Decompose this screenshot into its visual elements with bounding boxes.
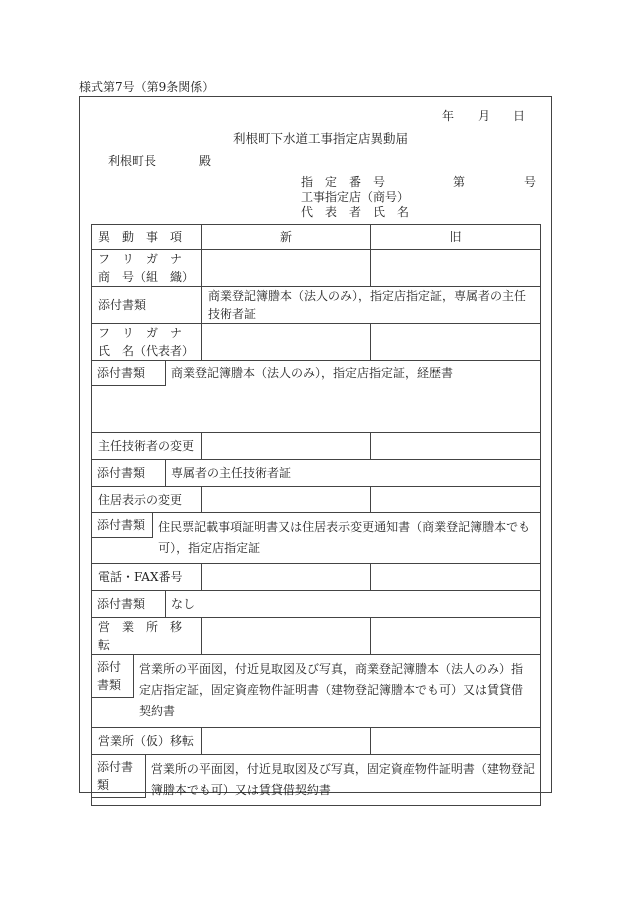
attach-address-cell: [92, 513, 541, 564]
table-row-engineer: [92, 433, 541, 460]
old-temp-office-field[interactable]: [371, 728, 541, 755]
shop-name-label: 工事指定店（商号）: [301, 190, 410, 204]
attach-phone-text: なし: [171, 597, 196, 611]
attach-temp-office-cell: [92, 755, 541, 806]
designation-number-suffix: 号: [524, 175, 537, 189]
attach-name-cell: [92, 361, 541, 433]
label-engineer-change: 主任技術者の変更: [92, 433, 202, 460]
new-name-field[interactable]: [202, 324, 371, 361]
table-row-temp-office: [92, 728, 541, 755]
attach-label-name: 添付書類: [92, 361, 166, 386]
table-row-attach-company: [92, 287, 541, 324]
old-engineer-field[interactable]: [371, 433, 541, 460]
label-phone-fax: 電話・FAX番号: [92, 564, 202, 591]
attach-name-text: 商業登記簿謄本（法人のみ），指定店指定証，経歴書: [171, 366, 454, 380]
old-company-field[interactable]: [371, 250, 541, 287]
table-row-name: [92, 324, 541, 361]
table-row-attach-phone: [92, 591, 541, 618]
attach-office-text: 営業所の平面図，付近見取図及び写真，商業登記簿謄本（法人のみ）指定店指定証，固定資産物件証明書（建物登記簿謄本でも可）又は賃貸借契約書: [139, 662, 524, 718]
attach-label-office: 添付書類: [92, 655, 134, 698]
new-temp-office-field[interactable]: [202, 728, 371, 755]
attach-engineer-text: 専属者の主任技術者証: [171, 466, 292, 480]
label-office-move: 営 業 所 移 転: [92, 618, 202, 655]
date-month: 月: [478, 109, 491, 123]
label-furigana-company-line1: フ リ ガ ナ: [98, 252, 183, 266]
attach-label-engineer: 添付書類: [92, 460, 166, 486]
designation-number-prefix: 第: [453, 175, 466, 189]
table-row-attach-engineer: [92, 460, 541, 487]
label-name-furigana: [92, 324, 202, 361]
representative-label: 代 表 者 氏 名: [301, 205, 410, 219]
old-office-field[interactable]: [371, 618, 541, 655]
page-title: 利根町下水道工事指定店異動届: [233, 131, 409, 146]
label-furigana-name-line2: 氏 名（代表者）: [98, 344, 195, 358]
attach-label-temp-office: 添付書類: [92, 755, 146, 798]
attach-office-cell: [92, 655, 541, 728]
form-number: 様式第7号（第9条関係）: [79, 80, 215, 94]
new-engineer-field[interactable]: [202, 433, 371, 460]
label-furigana-name-line1: フ リ ガ ナ: [98, 326, 183, 340]
table-row-company: [92, 250, 541, 287]
table-row-phone: [92, 564, 541, 591]
label-address-change: 住居表示の変更: [92, 487, 202, 513]
attach-temp-office-text: 営業所の平面図，付近見取図及び写真，固定資産物件証明書（建物登記簿謄本でも可）又は賃貸借契約書: [150, 762, 535, 797]
new-address-field[interactable]: [202, 487, 371, 513]
table-row-attach-name: [92, 361, 541, 433]
header-new: 新: [202, 225, 371, 250]
attach-phone-cell: [92, 591, 541, 618]
new-company-field[interactable]: [202, 250, 371, 287]
attach-address-text: 住民票記載事項証明書又は住居表示変更通知書（商業登記簿謄本でも可），指定店指定証: [158, 520, 531, 555]
attach-engineer-cell: [92, 460, 541, 487]
old-address-field[interactable]: [371, 487, 541, 513]
header-old: 旧: [371, 225, 541, 250]
table-header-row: [92, 225, 541, 250]
old-name-field[interactable]: [371, 324, 541, 361]
attach-label-address: 添付書類: [92, 513, 153, 538]
table-row-office: [92, 618, 541, 655]
addressee: 利根町長: [108, 154, 157, 168]
header-item: 異 動 事 項: [92, 225, 202, 250]
table-row-attach-temp-office: [92, 755, 541, 806]
old-phone-field[interactable]: [371, 564, 541, 591]
table-row-address: [92, 487, 541, 513]
label-furigana-company-line2: 商 号（組 織）: [98, 270, 195, 284]
label-company-furigana: [92, 250, 202, 287]
table-row-attach-address: [92, 513, 541, 564]
new-phone-field[interactable]: [202, 564, 371, 591]
date-day: 日: [513, 109, 526, 123]
attach-company-text: 商業登記簿謄本（法人のみ），指定店指定証，専属者の主任技術者証: [202, 287, 541, 324]
table-row-attach-office: [92, 655, 541, 728]
honorific: 殿: [199, 154, 212, 168]
attach-label-company: 添付書類: [92, 287, 202, 324]
date-year: 年: [442, 109, 455, 123]
new-office-field[interactable]: [202, 618, 371, 655]
change-items-table: [91, 224, 541, 806]
label-temp-office-move: 営業所（仮）移転: [92, 728, 202, 755]
designation-number-label: 指 定 番 号: [301, 175, 386, 189]
attach-label-phone: 添付書類: [92, 591, 166, 617]
